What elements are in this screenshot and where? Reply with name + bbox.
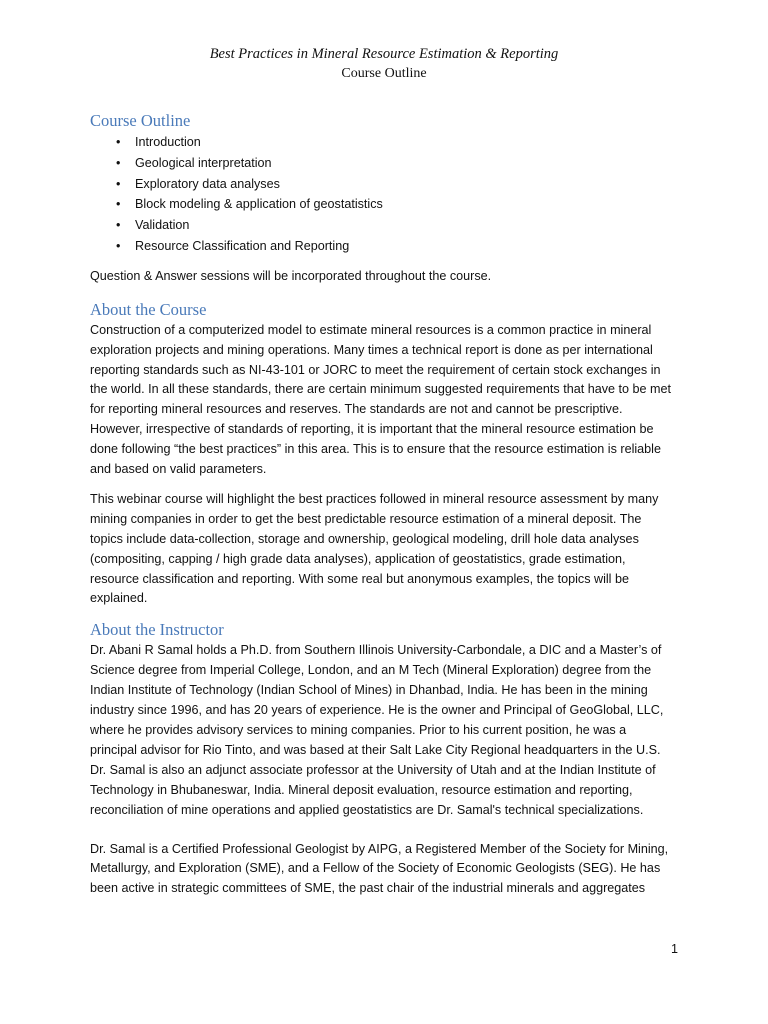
about-instructor-paragraph-2: Dr. Samal is a Certified Professional Geologist by AIPG, a Registered Member of the Society for Mining, Metallurgy, and Exploration (SME), and a Fellow of the Society of Economic Geologists (SEG). He has been active in strategic committees of SME, the past chair of the industrial minerals and aggregates [90,841,669,896]
list-item-label: Resource Classification and Reporting [135,238,350,253]
document-title: Best Practices in Mineral Resource Estimation & Reporting [209,46,559,62]
page-number: 1 [670,942,678,956]
list-item-label: Block modeling & application of geostatistics [135,197,383,212]
about-course-paragraph-2: This webinar course will highlight the best practices followed in mineral resource assessment by many mining companies in order to get the best predictable resource estimation of a mineral deposit. The topics include data-collection, storage and ownership, geological modeling, drill hole data analyses (compositing, capping / high grade data analyses), application of geostatistics, grade estimation, resource classification and reporting. With some real but anonymous examples, the topics will be explained. [90,491,659,606]
list-item [90,174,676,195]
document-subtitle: Course Outline [341,66,427,81]
about-course-paragraph-1: Construction of a computerized model to estimate mineral resources is a common practice in mineral exploration projects and mining operations. Many times a technical report is done as per international reporting standards such as NI-43-101 or JORC to meet the requirement of certain stock exchanges in the world. In all these standards, there are certain minimum suggested requirements that have to be met for reporting mineral resources and reserves. The standards are not and cannot be prescriptive. However, irrespective of standards of reporting, it is important that the mineral resource estimation be done following “the best practices” in this area. This is to ensure that the resource estimation is reliable and based on valid parameters. [90,322,672,477]
list-item-label: Geological interpretation [135,155,272,170]
about-instructor-paragraph-1: Dr. Abani R Samal holds a Ph.D. from Southern Illinois University-Carbondale, a DIC and a Master’s of Science degree from Imperial College, London, and an M Tech (Mineral Exploration) degree from the Indian Institute of Technology (Indian School of Mines) in Dhanbad, India. He has been in the mining industry since 1996, and has 20 years of experience. He is the owner and Principal of GeoGlobal, LLC, where he provides advisory services to mining companies. Prior to his current position, he was a principal advisor for Rio Tinto, and was based at their Salt Lake City Regional headquarters in the U.S. Dr. Samal is also an adjunct associate professor at the University of Utah and at the Indian Institute of Technology in Bhubaneswar, India. Mineral deposit evaluation, resource estimation and reporting, reconciliation of mine operations and applied geostatistics are Dr. Samal's technical specializations. [90,643,664,817]
bullet-icon: • [116,176,121,191]
document-header [0,44,768,84]
document-body [90,110,676,899]
section-heading-course-outline: Course Outline [90,111,191,130]
course-outline-list [90,132,676,257]
bullet-icon: • [116,135,121,149]
list-item-label: Validation [135,218,190,233]
list-item [90,215,676,236]
qa-note: Question & Answer sessions will be incorporated throughout the course. [90,268,492,283]
list-item [90,194,676,215]
section-heading-about-instructor: About the Instructor [90,620,224,640]
bullet-icon: • [116,218,121,233]
list-item [90,236,676,257]
bullet-icon: • [116,238,121,253]
bullet-icon: • [116,155,121,170]
section-heading-about-course: About the Course [90,299,207,319]
list-item [90,132,676,153]
bullet-icon: • [116,197,121,212]
list-item-label: Introduction [135,135,201,149]
list-item [90,153,676,174]
list-item-label: Exploratory data analyses [135,176,280,191]
